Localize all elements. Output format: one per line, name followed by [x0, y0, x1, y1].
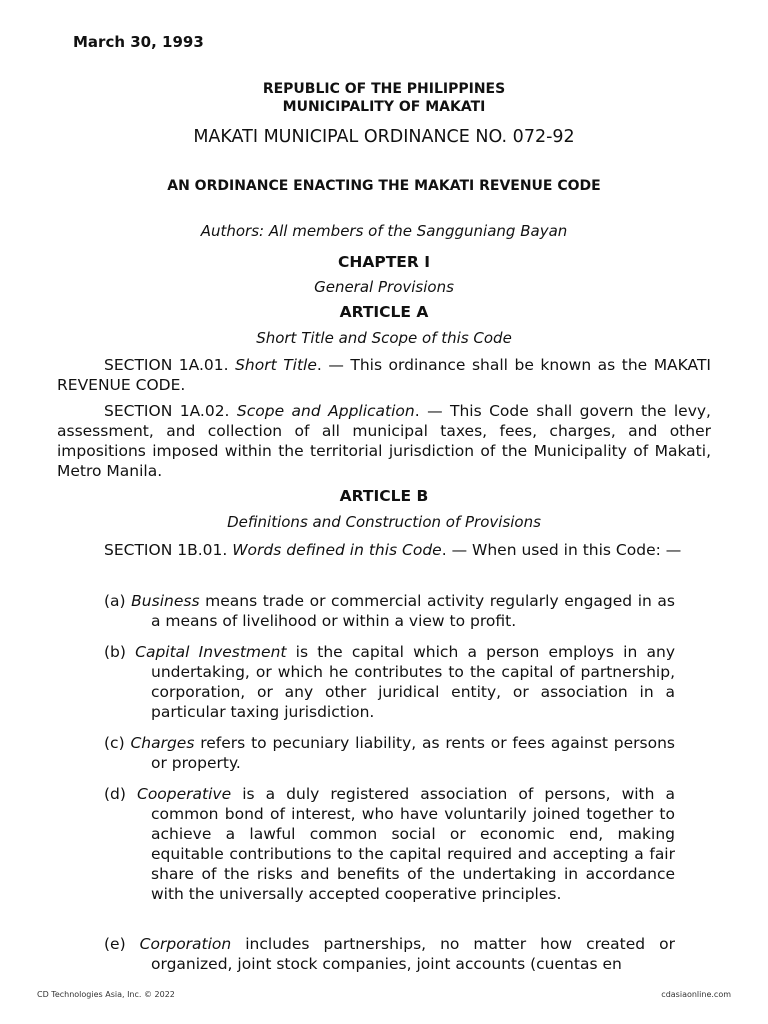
definition-text: is a duly registered association of persons, with a common bond of interest, who have voluntarily joined together to achieve a lawful common social or economic end, making equitable contributions to the capital required and accepting a fair share of the risks and benefits of the undertaking in accordance with the universally accepted cooperative principles.	[151, 785, 676, 903]
authors-text: : All members of the Sangguniang Bayan	[259, 222, 568, 240]
header-republic: REPUBLIC OF THE PHILIPPINES	[262, 81, 506, 97]
definition-item	[104, 934, 675, 974]
definition-text: means trade or commercial activity regularly engaged in as a means of livelihood or within a view to profit.	[151, 592, 675, 630]
section-title: Scope and Application	[236, 402, 415, 420]
section-text: . — This Code shall govern the levy, assessment, and collection of all municipal taxes, fees, charges, and other impositions imposed within the territorial jurisdiction of the Municipality of Makati, Metro Manila.	[57, 402, 711, 480]
document-date: March 30, 1993	[73, 33, 204, 51]
section-title: Words defined in this Code	[232, 541, 442, 559]
definition-term: Business	[131, 592, 200, 610]
definition-item	[104, 642, 675, 722]
definition-term: Corporation	[139, 935, 232, 953]
authors-line	[0, 222, 768, 240]
definition-term: Cooperative	[137, 785, 232, 803]
section-text: . — This ordinance shall be known as the MAKATI REVENUE CODE.	[57, 356, 711, 394]
header-municipality: MUNICIPALITY OF MAKATI	[282, 99, 486, 115]
section-number: SECTION 1A.01.	[104, 356, 229, 374]
definition-text: refers to pecuniary liability, as rents or fees against persons or property.	[151, 734, 675, 772]
definition-label: (c)	[104, 734, 125, 752]
chapter-subtitle: General Provisions	[314, 278, 454, 296]
authors-label: Authors	[200, 222, 260, 240]
article-b-heading: ARTICLE B	[339, 487, 429, 505]
definition-text: is the capital which a person employs in any undertaking, or which he contributes to the capital of partnership, corporation, or any other juridical entity, or association in a particular taxing jurisdiction.	[151, 643, 675, 721]
footer-site-link[interactable]: cdasiaonline.com	[661, 990, 731, 999]
definition-label: (b)	[104, 643, 126, 661]
definition-label: (a)	[104, 592, 126, 610]
footer-copyright: CD Technologies Asia, Inc. © 2022	[37, 990, 175, 999]
ordinance-title: AN ORDINANCE ENACTING THE MAKATI REVENUE CODE	[167, 178, 601, 194]
section-number: SECTION 1A.02.	[104, 402, 230, 420]
definition-label: (d)	[104, 785, 126, 803]
definition-item	[104, 733, 675, 773]
section-1b01	[57, 540, 711, 560]
article-b-subtitle: Definitions and Construction of Provisions	[227, 513, 541, 531]
section-number: SECTION 1B.01.	[104, 541, 228, 559]
definition-term: Capital Investment	[135, 643, 287, 661]
section-title: Short Title	[235, 356, 317, 374]
definition-item	[104, 784, 675, 904]
definition-text: includes partnerships, no matter how created or organized, joint stock companies, joint accounts (cuentas en	[151, 935, 675, 973]
definition-term: Charges	[130, 734, 195, 752]
definition-label: (e)	[104, 935, 126, 953]
section-1a02	[57, 401, 711, 481]
chapter-heading: CHAPTER I	[338, 253, 430, 271]
article-a-heading: ARTICLE A	[339, 303, 429, 321]
definition-item	[104, 591, 675, 631]
section-text: . — When used in this Code: —	[441, 541, 682, 559]
article-a-subtitle: Short Title and Scope of this Code	[256, 329, 512, 347]
ordinance-number: MAKATI MUNICIPAL ORDINANCE NO. 072-92	[193, 127, 575, 147]
section-1a01	[57, 355, 711, 395]
